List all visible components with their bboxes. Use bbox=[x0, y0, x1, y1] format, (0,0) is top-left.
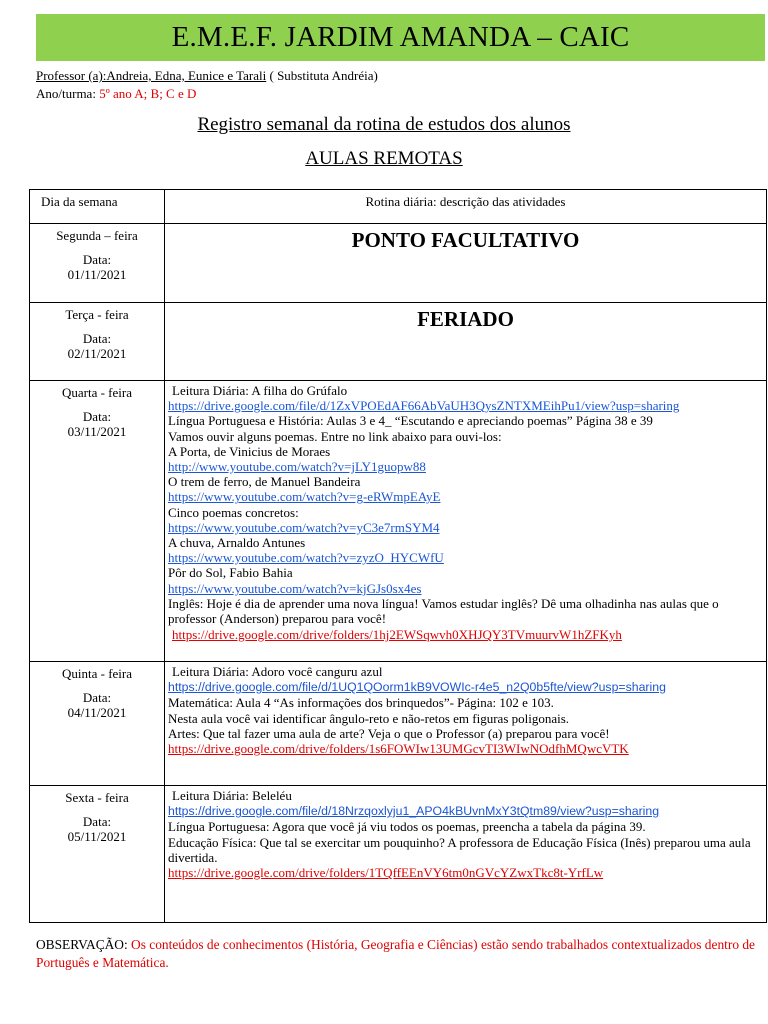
poem-title: Pôr do Sol, Fabio Bahia bbox=[168, 565, 293, 581]
weekly-schedule-table bbox=[29, 189, 767, 923]
reading-link[interactable]: https://drive.google.com/file/d/18Nrzqoxlyju1_APO4kBUvnMxY3tQtm89/view?usp=sharing bbox=[168, 804, 660, 819]
activity-cell bbox=[165, 303, 767, 381]
day-cell bbox=[30, 381, 165, 662]
reading-text: Leitura Diária: Adoro você canguru azul bbox=[172, 664, 383, 679]
day-name: Sexta - feira bbox=[65, 790, 129, 805]
pe-link[interactable]: https://drive.google.com/drive/folders/1TQffEEnVY6tm0nGVcYZwxTkc8t-YrfLw bbox=[168, 865, 604, 881]
poem-title: A chuva, Arnaldo Antunes bbox=[168, 535, 306, 551]
reading-link[interactable]: https://drive.google.com/file/d/1UQ1QOorm1kB9VOWIc-r4e5_n2Q0b5fte/view?usp=sharing bbox=[168, 680, 666, 695]
reading-text: Leitura Diária: Beleléu bbox=[172, 788, 292, 803]
poem-title: O trem de ferro, de Manuel Bandeira bbox=[168, 474, 361, 490]
highlight-text: PONTO FACULTATIVO bbox=[351, 228, 580, 252]
english-text: Inglês: Hoje é dia de aprender uma nova língua! Vamos estudar inglês? Dê uma olhadinha nas aulas que o professor (Anderson) preparou para você! bbox=[168, 595, 719, 627]
observation-text: Os conteúdos de conhecimentos (História, Geografia e Ciências) estão sendo trabalhados contextualizados dentro de Português e Matemática. bbox=[36, 937, 755, 970]
instruction-text: Vamos ouvir alguns poemas. Entre no link abaixo para ouvi-los: bbox=[168, 428, 502, 444]
day-name: Quarta - feira bbox=[61, 385, 132, 400]
table-row bbox=[30, 662, 767, 786]
class-line bbox=[36, 86, 196, 102]
activity-cell bbox=[165, 786, 767, 923]
date-label: Data: bbox=[82, 813, 112, 829]
day-name: Segunda – feira bbox=[56, 228, 138, 243]
date-label: Data: bbox=[82, 689, 112, 705]
observation-note bbox=[36, 936, 756, 972]
math-description: Nesta aula você vai identificar ângulo-reto e não-retos em figuras poligonais. bbox=[168, 710, 570, 726]
document-title: Registro semanal da rotina de estudos dos alunos bbox=[197, 114, 571, 135]
date-value: 05/11/2021 bbox=[67, 829, 127, 844]
activity-cell bbox=[165, 381, 767, 662]
school-banner bbox=[36, 14, 765, 61]
math-text: Matemática: Aula 4 “As informações dos brinquedos”- Página: 102 e 103. bbox=[168, 695, 554, 711]
poem-link[interactable]: https://www.youtube.com/watch?v=g-eRWmpEAyE bbox=[168, 489, 441, 505]
class-value: 5º ano A; B; C e D bbox=[99, 86, 197, 101]
day-cell bbox=[30, 662, 165, 786]
reading-link[interactable]: https://drive.google.com/file/d/1ZxVPOEdAF66AbVaUH3QysZNTXMEihPu1/view?usp=sharing bbox=[168, 398, 680, 414]
document-subtitle: AULAS REMOTAS bbox=[305, 148, 463, 169]
english-link[interactable]: https://drive.google.com/drive/folders/1hj2EWSqwvh0XHJQY3TVmuurvW1hZFKyh bbox=[172, 627, 622, 643]
class-label: Ano/turma: bbox=[36, 86, 96, 101]
date-value: 03/11/2021 bbox=[67, 424, 127, 439]
header-day: Dia da semana bbox=[30, 190, 165, 224]
poem-link[interactable]: http://www.youtube.com/watch?v=jLY1guopw88 bbox=[168, 459, 426, 475]
arts-text: Artes: Que tal fazer uma aula de arte? Veja o que o Professor (a) preparou para você! bbox=[168, 725, 610, 741]
date-value: 02/11/2021 bbox=[67, 346, 127, 361]
school-name: E.M.E.F. JARDIM AMANDA – CAIC bbox=[171, 21, 630, 53]
substitute-note: ( Substituta Andréia) bbox=[266, 68, 378, 83]
day-cell bbox=[30, 224, 165, 303]
activity-cell bbox=[165, 662, 767, 786]
poem-link[interactable]: https://www.youtube.com/watch?v=yC3e7rmSYM4 bbox=[168, 519, 440, 535]
observation-label: OBSERVAÇÃO: bbox=[36, 937, 128, 952]
arts-link[interactable]: https://drive.google.com/drive/folders/1s6FOWIw13UMGcvTI3WIwNOdfhMQwcVTK bbox=[168, 741, 629, 757]
table-row bbox=[30, 224, 767, 303]
teachers-line bbox=[36, 68, 378, 84]
portuguese-text: Língua Portuguesa: Agora que você já viu todos os poemas, preencha a tabela da página 39. bbox=[168, 819, 646, 835]
day-cell bbox=[30, 786, 165, 923]
lesson-text: Língua Portuguesa e História: Aulas 3 e 4_ “Escutando e apreciando poemas” Página 38 e 39 bbox=[168, 413, 653, 429]
poem-title: A Porta, de Vinicius de Moraes bbox=[168, 443, 331, 459]
table-header-row bbox=[30, 190, 767, 224]
date-value: 01/11/2021 bbox=[67, 267, 127, 282]
reading-text: Leitura Diária: A filha do Grúfalo bbox=[172, 383, 348, 398]
day-name: Quinta - feira bbox=[61, 666, 133, 681]
highlight-text: FERIADO bbox=[417, 307, 514, 331]
table-row bbox=[30, 381, 767, 662]
activity-cell bbox=[165, 224, 767, 303]
poem-title: Cinco poemas concretos: bbox=[168, 504, 299, 520]
date-label: Data: bbox=[82, 330, 112, 346]
teachers-label: Professor (a):Andreia, Edna, Eunice e Tarali bbox=[36, 68, 267, 83]
date-label: Data: bbox=[82, 408, 112, 424]
date-value: 04/11/2021 bbox=[67, 705, 127, 720]
poem-link[interactable]: https://www.youtube.com/watch?v=zyzO_HYCWfU bbox=[168, 550, 444, 566]
header-description: Rotina diária: descrição das atividades bbox=[165, 190, 767, 224]
date-label: Data: bbox=[82, 251, 112, 267]
pe-text: Educação Física: Que tal se exercitar um pouquinho? A professora de Educação Física (Inês) preparou uma aula divertida. bbox=[168, 834, 751, 865]
table-row bbox=[30, 303, 767, 381]
day-cell bbox=[30, 303, 165, 381]
poem-link[interactable]: https://www.youtube.com/watch?v=kjGJs0sx4es bbox=[168, 580, 422, 596]
table-row bbox=[30, 786, 767, 923]
day-name: Terça - feira bbox=[65, 307, 129, 322]
